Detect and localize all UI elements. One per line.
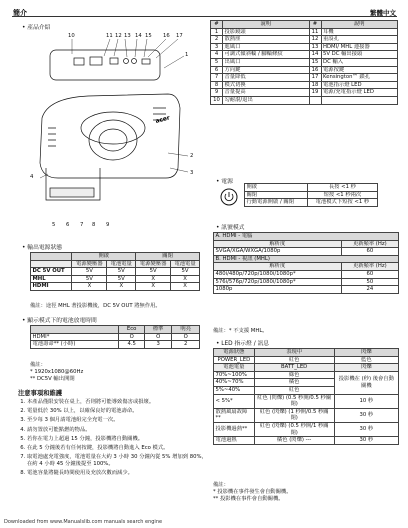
blink-header: 閃爍 — [334, 364, 398, 372]
table-row — [211, 97, 398, 105]
table-row — [211, 74, 398, 82]
callout-1: 1 — [185, 52, 189, 58]
table-cell: 5 — [211, 59, 223, 67]
refresh-rate: 50 — [341, 278, 398, 286]
subsection-row — [214, 233, 399, 241]
group-off: 關閉 — [136, 253, 200, 261]
table-cell: 7 — [211, 74, 223, 82]
output-status-heading: • 輸出電源狀態 — [22, 242, 62, 251]
list-item: 8. 電池容量將隨長時間使用及充放次數而減少。 — [27, 470, 207, 477]
led-state: 40%~70% — [214, 379, 255, 387]
table-cell: 方向鍵 — [223, 66, 310, 74]
led-state: 70%~100% — [214, 371, 255, 379]
led-color: 紅色 (閃爍) (0.5 秒開/1 秒關閉) — [254, 423, 334, 437]
table-cell: DC 5V OUT — [31, 268, 72, 276]
shutdown-note: 投影機在 (秒) 後會自動關機 — [334, 371, 398, 394]
table-cell: 15 — [309, 59, 321, 67]
table-cell: 5V — [107, 275, 136, 283]
table-cell: 2 — [211, 36, 223, 44]
parts-table — [210, 20, 398, 105]
footer-text: Downloaded from www.Manualslib.com manuals search engine — [4, 519, 163, 525]
table-cell: 電源按鍵 — [321, 66, 398, 74]
table-row — [214, 286, 399, 294]
led-color: 綠色 — [254, 371, 334, 379]
power-heading: • 電源 — [216, 176, 233, 185]
led-header: 表現中 — [254, 349, 334, 357]
col-desc: 說明 — [321, 21, 398, 29]
power-action: 開啟 — [245, 184, 308, 192]
table-cell: 進風口 — [223, 43, 310, 51]
subheader: 電源變壓器 — [136, 260, 171, 268]
subsection-row — [214, 255, 399, 263]
col-num: # — [211, 21, 223, 29]
list-item: 4. 請勿置放可能點燃的物品。 — [27, 427, 207, 434]
power-action: 行動電源開啟 / 關閉 — [245, 199, 308, 207]
table-row — [211, 28, 398, 36]
table-row — [211, 36, 398, 44]
table-row — [214, 437, 399, 445]
col-num: # — [309, 21, 321, 29]
refresh-rate: 60 — [341, 271, 398, 279]
table-cell: X — [136, 275, 171, 283]
power-led-label: POWER_LED — [214, 356, 255, 364]
list-item: 3. 至少每 3 個月請電池組完全充電一次。 — [27, 417, 207, 424]
led-header: 電源狀態 — [214, 349, 255, 357]
table-row — [214, 394, 399, 408]
callout-4: 4 — [30, 174, 34, 180]
battery-time-table — [30, 325, 200, 349]
table-cell: X — [171, 275, 200, 283]
table-cell: 耳機 — [321, 28, 398, 36]
led-value: 藍色 — [334, 356, 398, 364]
table-cell: O — [144, 333, 172, 341]
col-blank — [31, 326, 119, 334]
table-cell: 5V — [72, 275, 107, 283]
table-cell: 3 — [211, 43, 223, 51]
callout-6: 6 — [66, 222, 70, 228]
table-cell: 1 — [211, 28, 223, 36]
list-item: 5. 若你在電力上超過 15 分鐘，投影機將自動關機。 — [27, 436, 207, 443]
table-cell: 散熱座 — [223, 36, 310, 44]
callout-17: 17 — [176, 33, 183, 39]
callout-14: 14 — [135, 33, 142, 39]
product-intro-heading: • 產品介紹 — [22, 22, 50, 31]
resolution: 576i/576p/720p/1080i/1080p* — [214, 278, 342, 286]
col-refresh: 更新頻率 (Hz) — [341, 240, 398, 248]
table-cell: Kensington™ 鎖孔 — [321, 74, 398, 82]
power-table — [244, 183, 378, 207]
table-cell: 5V — [107, 268, 136, 276]
table-cell: DC 輸入 — [321, 59, 398, 67]
callout-8: 8 — [92, 222, 96, 228]
column-header-row — [214, 263, 399, 271]
led-state: 5%~40% — [214, 387, 255, 395]
table-row — [31, 268, 200, 276]
callout-7: 7 — [80, 222, 84, 228]
table-cell: 2 — [172, 341, 200, 349]
table-row — [211, 51, 398, 59]
shutdown-time: 10 秒 — [334, 394, 398, 408]
table-row — [31, 341, 200, 349]
table-cell: 14 — [309, 51, 321, 59]
batt-led-label: BATT_LED — [254, 364, 334, 372]
table-cell: 19 — [309, 89, 321, 97]
table-row — [245, 184, 378, 192]
table-cell: HDMI — [31, 283, 72, 291]
input-mode-note: 備註：* 不支援 MHL。 — [213, 328, 268, 334]
callout-16: 16 — [163, 33, 170, 39]
list-item: 7. 取電池處充電強度，電池電量在大約 3 小時 30 分鐘內從 5% 增加到 80%，在約 4 小時 45 分鐘後提至 100%。 — [27, 454, 207, 468]
table-row — [211, 81, 398, 89]
table-row — [214, 271, 399, 279]
subheader: 電池電量 — [107, 260, 136, 268]
led-color: 紅色 — [254, 387, 334, 395]
table-row — [31, 283, 200, 291]
led-notes — [213, 482, 292, 503]
resolution: SVGA/XGA/WXGA/1080p — [214, 248, 342, 256]
callout-15: 15 — [145, 33, 152, 39]
list-item: 6. 在此 5 分鐘後若有任何按鍵，投影機將自動進入 Eco 模式。 — [27, 445, 207, 452]
refresh-rate: 24 — [341, 286, 398, 294]
callout-12: 12 — [115, 33, 122, 39]
table-row — [214, 248, 399, 256]
table-row — [214, 423, 399, 437]
table-cell: 音量提高 — [223, 89, 310, 97]
input-mode-table — [213, 232, 399, 294]
table-row — [214, 371, 399, 379]
led-heading: • LED 指示燈 / 訊息 — [216, 338, 269, 347]
table-cell — [321, 97, 398, 105]
table-row — [214, 408, 399, 422]
led-state: 投影機過熱** — [214, 423, 255, 437]
col-resolution: 解析度 — [214, 263, 342, 271]
callout-2: 2 — [190, 153, 194, 159]
table-cell: 8 — [211, 81, 223, 89]
resolution: 1080p — [214, 286, 342, 294]
resolution: 480i/480p/720p/1080i/1080p* — [214, 271, 342, 279]
language-label: 繁體中文 — [370, 9, 396, 17]
table-cell: 5V — [72, 268, 107, 276]
list-item: 2. 電量低於 30% 以上，以確保良好的電池壽命。 — [27, 408, 207, 415]
col-standard: 標準 — [144, 326, 172, 334]
table-cell: 12 — [309, 36, 321, 44]
callout-13: 13 — [124, 33, 131, 39]
table-cell: 模式切換 — [223, 81, 310, 89]
table-cell: X — [136, 283, 171, 291]
table-cell: X — [171, 283, 200, 291]
power-method: 電池模式下短按 <1 秒 — [307, 199, 377, 207]
col-desc: 說明 — [223, 21, 310, 29]
blank-cell — [31, 260, 72, 268]
table-cell: 16 — [309, 66, 321, 74]
notes-list — [18, 399, 207, 479]
note-line: 備註： — [30, 362, 46, 368]
callout-9: 9 — [106, 222, 110, 228]
table-cell: 10 — [211, 97, 223, 105]
table-cell: 9 — [211, 89, 223, 97]
subheader: 電源變壓器 — [72, 260, 107, 268]
table-row — [214, 278, 399, 286]
table-cell: 重設孔 — [321, 36, 398, 44]
led-state: 電池過熱 — [214, 437, 255, 445]
led-table — [213, 348, 399, 445]
table-cell: 音量降低 — [223, 74, 310, 82]
refresh-rate: 60 — [341, 248, 398, 256]
led-power-row — [214, 356, 399, 364]
table-cell: 5V — [171, 268, 200, 276]
callout-11: 11 — [106, 33, 113, 39]
col-bright: 明亮 — [172, 326, 200, 334]
table-cell: HDMI* — [31, 333, 119, 341]
group-on: 開啟 — [72, 253, 136, 261]
blank-cell — [31, 253, 72, 261]
note-line: ** 投影機在事件會自動關機。 — [213, 495, 284, 502]
note-line: 備註： — [213, 482, 229, 488]
table-cell: 3 — [144, 341, 172, 349]
table-cell: HDMI/ MHL 連接器 — [321, 43, 398, 51]
table-cell: 4 — [211, 51, 223, 59]
list-item: 1. 本產品僅限安裝在桌上，否則將可能導致傷害或損壞。 — [27, 399, 207, 406]
table-cell: 電池指示燈 LED — [321, 81, 398, 89]
led-color: 紅色 (閃爍) (0.5 秒開/0.5 秒關閉) — [254, 394, 334, 408]
table-cell: 13 — [309, 43, 321, 51]
table-cell: 5V DC 輸出接頭 — [321, 51, 398, 59]
table-cell: 投影鏡頭 — [223, 28, 310, 36]
table-cell: 18 — [309, 81, 321, 89]
subsection-title: A. HDMI - 電腦 — [214, 233, 399, 241]
table-cell: 勾耐滾/退出 — [223, 97, 310, 105]
subheader: 電池電量 — [171, 260, 200, 268]
led-header-row — [214, 349, 399, 357]
table-row — [211, 66, 398, 74]
led-color: 紅色 (閃爍) (1 秒開/0.5 秒關閉) — [254, 408, 334, 422]
callout-10: 10 — [68, 33, 75, 39]
callout-5: 5 — [52, 222, 56, 228]
led-color: 橘色 (閃爍) --- — [254, 437, 334, 445]
table-cell: 11 — [309, 28, 321, 36]
svg-text:acer: acer — [154, 114, 171, 125]
table-row — [31, 275, 200, 283]
col-resolution: 解析度 — [214, 240, 342, 248]
section-title-intro: 簡介 — [13, 9, 27, 17]
input-mode-heading: • 訊號模式 — [216, 222, 244, 231]
table-cell: 5V — [136, 268, 171, 276]
table-cell — [309, 97, 321, 105]
projector-illustration — [28, 28, 198, 218]
subsection-title: B. HDMI - 視訊 (MHL) — [214, 255, 399, 263]
table-cell: 4.5 — [119, 341, 144, 349]
power-button-icon — [218, 186, 240, 208]
col-eco: Eco — [119, 326, 144, 334]
table-cell: O — [119, 333, 144, 341]
led-header: 閃爍 — [334, 349, 398, 357]
battery-notes — [30, 362, 83, 383]
output-status-table — [30, 252, 200, 291]
note-line: ** DC5V 輸出開閉 — [30, 375, 75, 382]
battery-level-header: 電池電量 — [214, 364, 255, 372]
table-cell: 6 — [211, 66, 223, 74]
table-cell: 可調式傾斜輪 / 腳輪條紋 — [223, 51, 310, 59]
table-cell: X — [107, 283, 136, 291]
notes-heading: 注意事項和維護 — [18, 390, 63, 397]
table-row — [211, 59, 398, 67]
led-battery-header — [214, 364, 399, 372]
led-state: 散熱風扇故障** — [214, 408, 255, 422]
table-cell: 17 — [309, 74, 321, 82]
note-line: * 1920x1080@60Hz — [30, 368, 84, 375]
shutdown-time: 30 秒 — [334, 423, 398, 437]
table-cell: 電池壽命** (小時) — [31, 341, 119, 349]
led-value: 紅色 — [254, 356, 334, 364]
col-refresh: 更新頻率 (Hz) — [341, 263, 398, 271]
table-cell: X — [72, 283, 107, 291]
table-row — [211, 43, 398, 51]
table-row — [31, 333, 200, 341]
power-method: 長按 <1 秒 — [307, 184, 377, 192]
table-cell: 電源/充電指示燈 LED — [321, 89, 398, 97]
output-note: 備註：途徑 MHL 著投影機後，DC 5V OUT 將無作用。 — [30, 303, 161, 309]
note-line: * 投影機在事件發生會自動關機。 — [213, 488, 292, 495]
led-state: < 5%* — [214, 394, 255, 408]
table-cell: 出風口 — [223, 59, 310, 67]
table-row — [245, 191, 378, 199]
table-cell: O — [172, 333, 200, 341]
header-rule — [12, 16, 397, 17]
table-row — [245, 199, 378, 207]
power-method: 短按 <1 秒兩次 — [307, 191, 377, 199]
table-cell: MHL — [31, 275, 72, 283]
shutdown-time: 30 秒 — [334, 437, 398, 445]
battery-time-heading: • 顯示模式下的電池放電時間 — [22, 315, 97, 324]
shutdown-time: 30 秒 — [334, 408, 398, 422]
column-header-row — [214, 240, 399, 248]
table-row — [211, 89, 398, 97]
power-action: 關閉 — [245, 191, 308, 199]
callout-3: 3 — [190, 170, 194, 176]
led-color: 橘色 — [254, 379, 334, 387]
